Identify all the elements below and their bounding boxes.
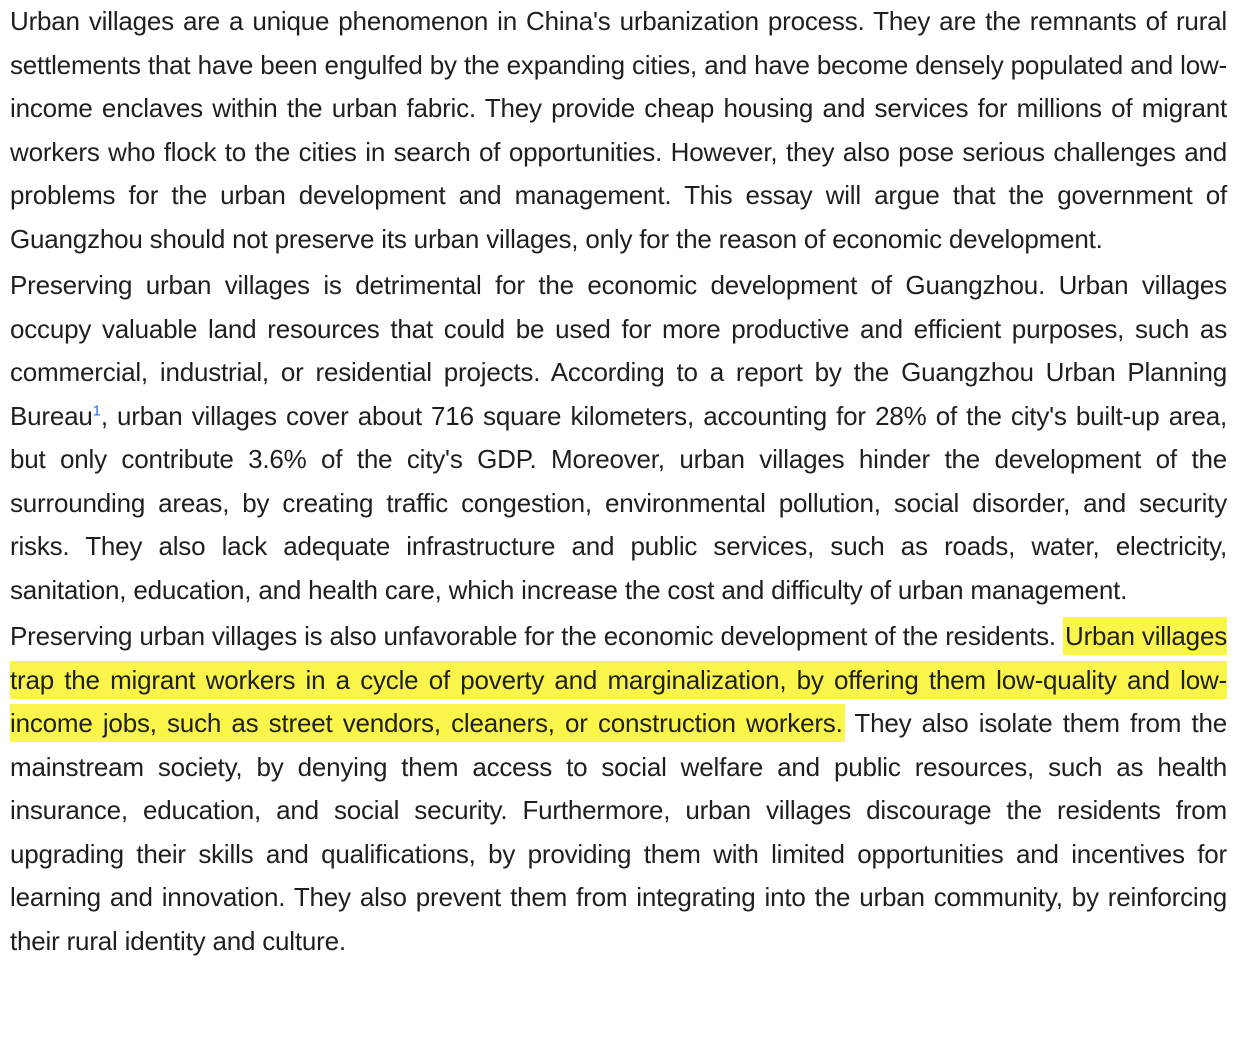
text-segment: , urban villages cover about 716 square kilometers, accounting for 28% of the city's built-up area, but only contribute 3.6% of the city's GDP. Moreover, urban villages hinder the development of the surrounding areas, by creating traffic congestion, environmental pollution, social disorder, and security risks. They also lack adequate infrastructure and public services, such as roads, water, electricity, sanitation, education, and health care, which increase the cost and difficulty of urban management. <box>10 400 1227 605</box>
paragraph-economic-development-city <box>10 264 1227 612</box>
paragraph-economic-development-residents <box>10 615 1227 963</box>
paragraph-intro <box>10 0 1227 261</box>
text-segment: Preserving urban villages is also unfavorable for the economic development of the residents. <box>10 621 1063 651</box>
footnote-reference-1[interactable]: 1 <box>92 401 101 419</box>
highlighted-text: Urban villages trap the migrant workers in a cycle of poverty and marginalization, by offering them low-quality and low-income jobs, such as street vendors, cleaners, or construction workers. <box>10 617 1227 742</box>
text-segment: They also isolate them from the mainstream society, by denying them access to social welfare and public resources, such as health insurance, education, and social security. Furthermore, urban villages discourage the residents from upgrading their skills and qualifications, by providing them with limited opportunities and incentives for learning and innovation. They also prevent them from integrating into the urban community, by reinforcing their rural identity and culture. <box>10 708 1227 956</box>
text-segment: Urban villages are a unique phenomenon in China's urbanization process. They are the remnants of rural settlements that have been engulfed by the expanding cities, and have become densely populated and low-income enclaves within the urban fabric. They provide cheap housing and services for millions of migrant workers who flock to the cities in search of opportunities. However, they also pose serious challenges and problems for the urban development and management. This essay will argue that the government of Guangzhou should not preserve its urban villages, only for the reason of economic development. <box>10 6 1227 254</box>
text-segment: Preserving urban villages is detrimental for the economic development of Guangzhou. Urban villages occupy valuable land resources that could be used for more productive and efficient purposes, such as commercial, industrial, or residential projects. According to a report by the Guangzhou Urban Planning Bureau <box>10 270 1227 431</box>
